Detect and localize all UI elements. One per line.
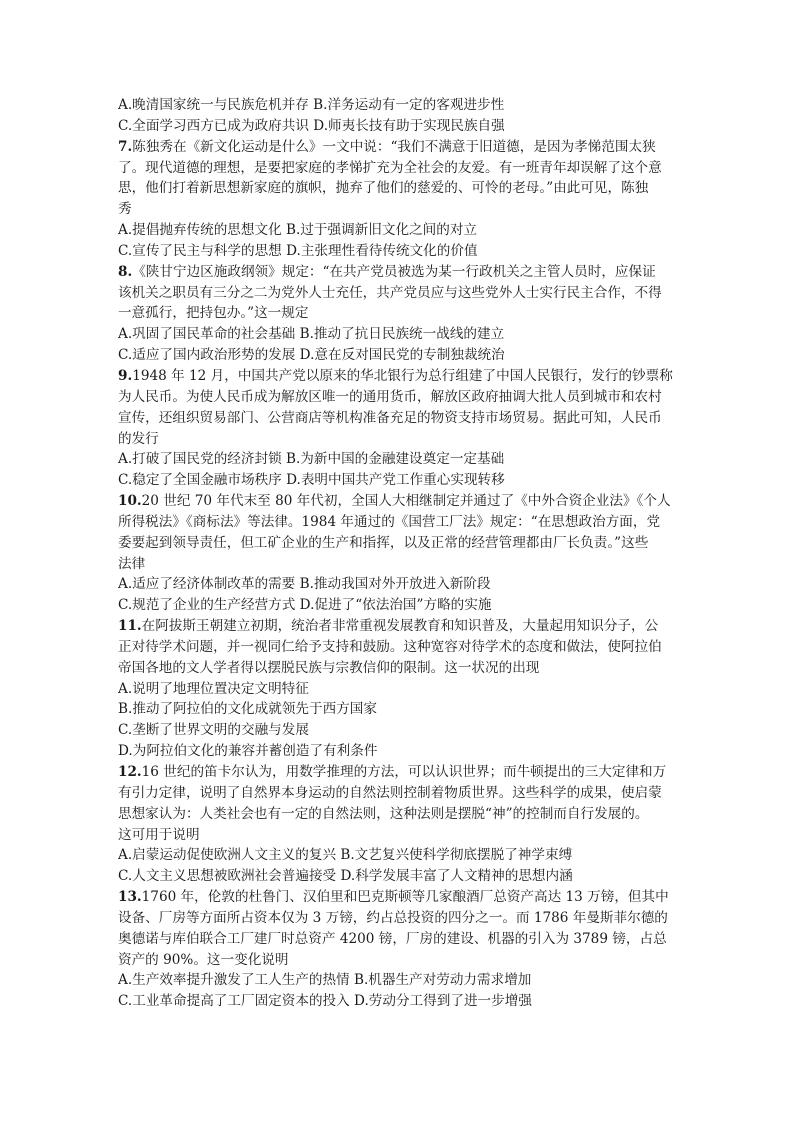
question-stem-text: 1760 年，伦敦的杜鲁门、汉伯里和巴克斯顿等几家酿酒厂总资产高达 13 万镑，但其中 [141, 889, 669, 906]
question-stem-line [118, 762, 694, 783]
answer-options-line: A.打破了国民党的经济封锁 B.为新中国的金融建设奠定一定基础 [118, 451, 505, 468]
question-number: 10. [118, 493, 142, 510]
question-text-line: 的发行 [118, 430, 159, 447]
question-stem-text: 《陕甘宁边区施政纲领》规定：“在共产党员被选为某一行政机关之主管人员时，应保证 [132, 263, 656, 280]
question-text-line: 为人民币。为使人民币成为解放区唯一的通用货币，解放区政府抽调大批人员到城市和农村 [118, 388, 662, 405]
question-stem-line [118, 262, 694, 283]
answer-options-line: D.为阿拉伯文化的兼容并蓄创造了有利条件 [118, 743, 378, 760]
question-number: 8. [118, 263, 133, 280]
question-stem-line [118, 366, 694, 387]
question-stem-line [118, 137, 694, 158]
question-text-line: 思想家认为：人类社会也有一定的自然法则，这种法则是摆脱“神”的控制而自行发展的。 [118, 805, 649, 822]
question-stem-text: 在阿拔斯王朝建立初期，统治者非常重视发展教育和知识普及，大量起用知识分子，公 [141, 618, 659, 635]
answer-options-line: C.稳定了全国金融市场秩序 D.表明中国共产党工作重心实现转移 [118, 472, 505, 489]
question-stem-line [118, 616, 694, 637]
question-text-line: 了。现代道德的理想，是要把家庭的孝悌扩充为全社会的友爱。有一班青年却误解了这个意 [118, 159, 662, 176]
question-text-line: 宣传，还组织贸易部门、公营商店等机构准备充足的物资支持市场贸易。据此可知，人民币 [118, 409, 662, 426]
answer-options-line: C.工业革命提高了工厂固定资本的投入 D.劳动分工得到了进一步增强 [118, 993, 532, 1010]
question-text-line: 设备、厂房等方面所占资本仅为 3 万镑，约占总投资的四分之一。而 1786 年曼斯菲尔德的 [118, 909, 668, 926]
answer-options-line: C.垄断了世界文明的交融与发展 [118, 722, 309, 739]
question-stem-text: 陈独秀在《新文化运动是什么》一文中说：“我们不满意于旧道德，是因为孝悌范围太狭 [132, 138, 656, 155]
question-text-line: 资产的 90%。这一变化说明 [118, 951, 289, 968]
answer-options-line: C.宣传了民主与科学的思想 D.主张理性看待传统文化的价值 [118, 242, 478, 259]
answer-options-line: C.全面学习西方已成为政府共识 D.师夷长技有助于实现民族自强 [118, 117, 505, 134]
question-text-line: 秀 [118, 201, 132, 218]
question-number: 12. [118, 764, 142, 780]
question-stem-text: 20 世纪 70 年代末至 80 年代初，全国人大相继制定并通过了《中外合资企业法》《个人 [141, 493, 671, 510]
answer-options-line: A.适应了经济体制改革的需要 B.推动我国对外开放进入新阶段 [118, 576, 491, 593]
question-text-line: 帝国各地的文人学者得以摆脱民族与宗教信仰的限制。这一状况的出现 [118, 659, 540, 676]
question-text-line: 有引力定律，说明了自然界本身运动的自然法则控制着物质世界。这些科学的成果，使启蒙 [118, 784, 662, 801]
answer-options-line: A.启蒙运动促使欧洲人文主义的复兴 B.文艺复兴使科学彻底摆脱了神学束缚 [118, 847, 573, 864]
question-text-line: 委要起到领导责任，但工矿企业的生产和指挥，以及正常的经营管理都由厂长负责。”这些 [118, 534, 649, 551]
question-text-line: 一意孤行，把持包办。”这一规定 [118, 305, 309, 322]
question-text-line: 法律 [118, 555, 146, 572]
question-number: 13. [118, 889, 142, 906]
answer-options-line: B.推动了阿拉伯的文化成就领先于西方国家 [118, 701, 377, 718]
question-stem-text: 1948 年 12 月，中国共产党以原来的华北银行为总行组建了中国人民银行，发行的钞票称 [132, 367, 673, 384]
question-text-line: 思，他们打着新思想新家庭的旗帜，抛弃了他们的慈爱的、可怜的老母。”由此可见，陈独 [118, 180, 649, 197]
answer-options-line: A.说明了地理位置决定文明特征 [118, 680, 309, 697]
question-text [118, 95, 694, 1012]
question-text-line: 奥德诺与库伯联合工厂建厂时总资产 4200 镑，厂房的建设、机器的引入为 3789 镑，占总 [118, 930, 667, 947]
question-text-line: 该机关之职员有三分之二为党外人士充任，共产党员应与这些党外人士实行民主合作，不得 [118, 284, 662, 301]
answer-options-line: C.人文主义思想被欧洲社会普遍接受 D.科学发展丰富了人文精神的思想内涵 [118, 868, 573, 885]
answer-options-line: A.提倡抛弃传统的思想文化 B.过于强调新旧文化之间的对立 [118, 222, 478, 239]
question-text-line: 正对待学术问题，并一视同仁给予支持和鼓励。这种宽容对待学术的态度和做法，使阿拉伯 [118, 638, 662, 655]
question-stem-text: 16 世纪的笛卡尔认为，用数学推理的方法，可以认识世界；而牛顿提出的三大定律和万 [141, 764, 667, 780]
question-text-line: 这可用于说明 [118, 826, 200, 843]
question-number: 11. [118, 618, 142, 635]
question-text-line: 所得税法》《商标法》等法律。1984 年通过的《国营工厂法》规定：“在思想政治方面，党 [118, 513, 661, 530]
answer-options-line: C.规范了企业的生产经营方式 D.促进了“依法治国”方略的实施 [118, 597, 492, 614]
answer-options-line: A.生产效率提升激发了工人生产的热情 B.机器生产对劳动力需求增加 [118, 972, 532, 989]
question-stem-line [118, 887, 694, 908]
answer-options-line: C.适应了国内政治形势的发展 D.意在反对国民党的专制独裁统治 [118, 347, 505, 364]
answer-options-line: A.巩固了国民革命的社会基础 B.推动了抗日民族统一战线的建立 [118, 326, 505, 343]
question-number: 9. [118, 367, 133, 384]
question-stem-line [118, 491, 694, 512]
question-number: 7. [118, 138, 133, 155]
answer-options-line: A.晚清国家统一与民族危机并存 B.洋务运动有一定的客观进步性 [118, 97, 505, 113]
